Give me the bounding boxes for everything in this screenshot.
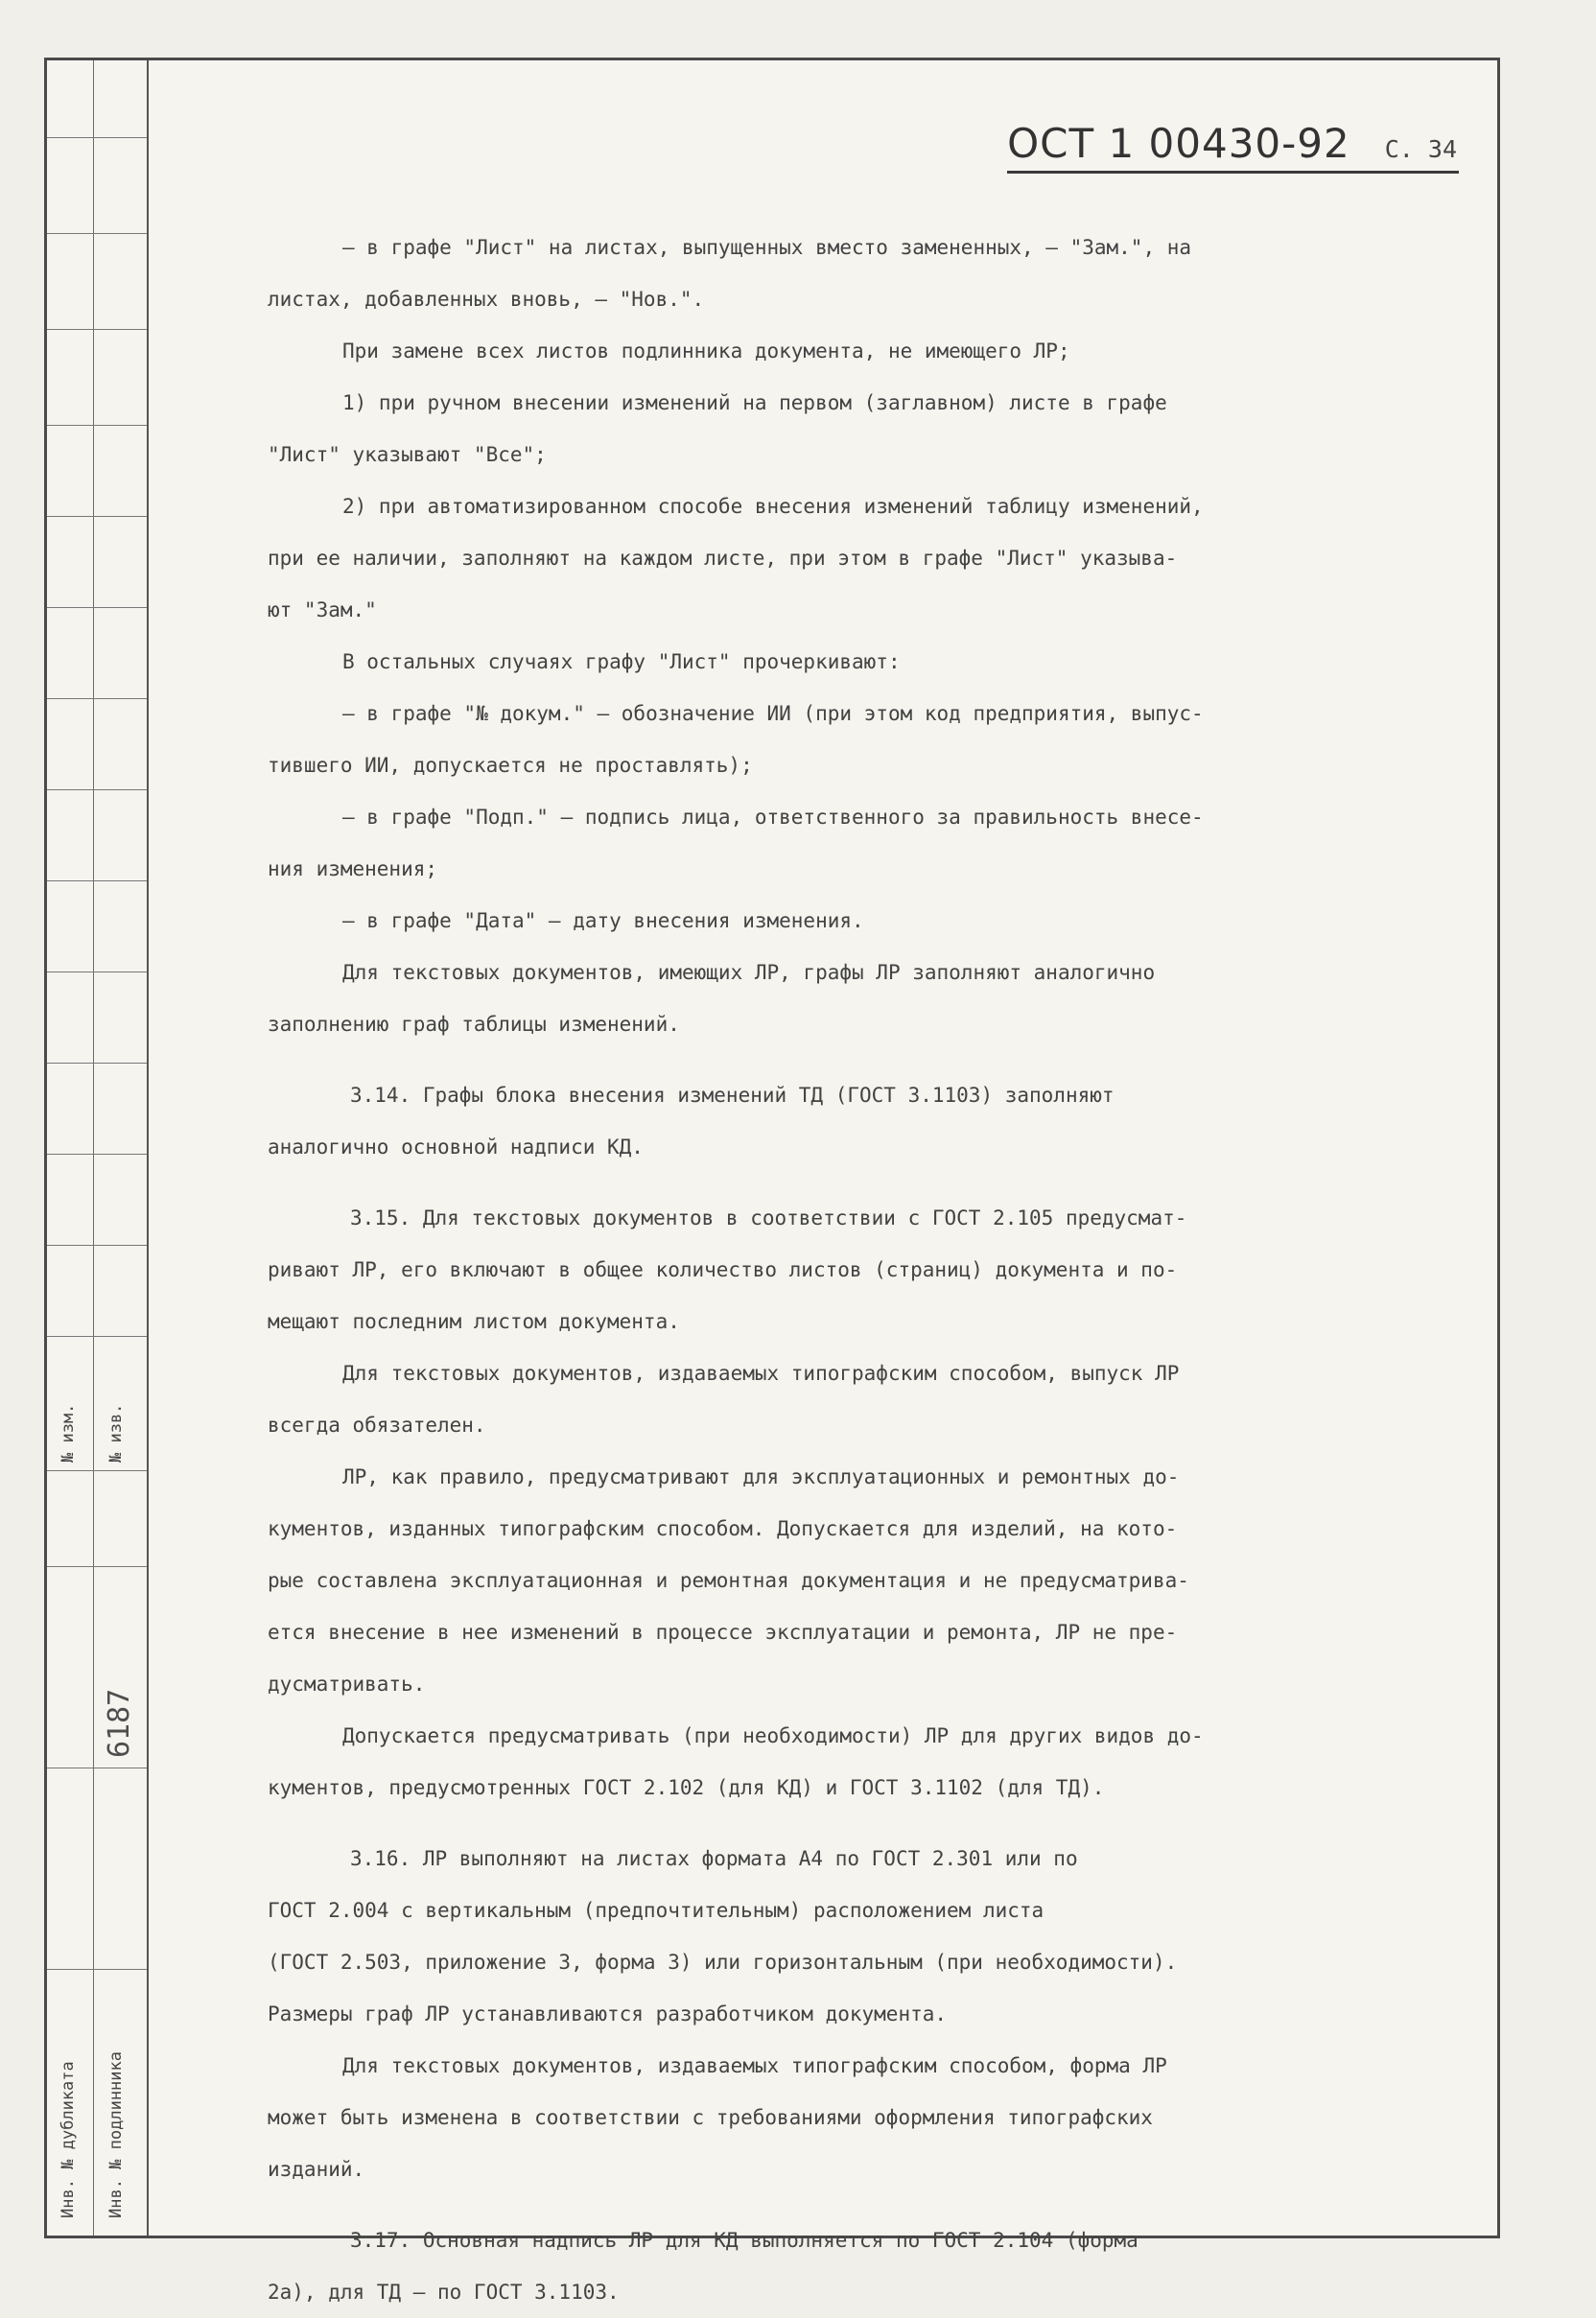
text-line: – в графе "№ докум." – обозначение ИИ (при этом код предприятия, выпус- (342, 702, 1204, 725)
text-line: При замене всех листов подлинника документа, не имеющего ЛР; (342, 340, 1070, 363)
text-line: дусматривать. (268, 1673, 426, 1696)
strip-rule (47, 516, 147, 517)
text-line: тившего ИИ, допускается не проставлять); (268, 754, 753, 777)
text-line: 3.14. Графы блока внесения изменений ТД (ГОСТ 3.1103) заполняют (350, 1084, 1115, 1107)
strip-rule (47, 329, 147, 330)
strip-rule (47, 137, 147, 138)
page-number: С. 34 (1384, 135, 1457, 163)
strip-rule (47, 233, 147, 234)
text-line: (ГОСТ 2.503, приложение 3, форма 3) или горизонтальным (при необходимости). (268, 1951, 1178, 1974)
inventory-number: 6187 (103, 1688, 136, 1758)
text-line: изданий. (268, 2158, 365, 2181)
text-line: 3.15. Для текстовых документов в соответствии с ГОСТ 2.105 предусмат- (350, 1206, 1187, 1229)
text-line: листах, добавленных вновь, – "Нов.". (268, 288, 705, 311)
text-line: при ее наличии, заполняют на каждом листе, при этом в графе "Лист" указыва- (268, 547, 1178, 570)
text-line: – в графе "Подп." – подпись лица, ответственного за правильность внесе- (342, 806, 1204, 829)
text-line: Для текстовых документов, издаваемых типографским способом, форма ЛР (342, 2054, 1167, 2077)
strip-rule (47, 880, 147, 881)
text-line: ГОСТ 2.004 с вертикальным (предпочтительным) расположением листа (268, 1899, 1044, 1922)
text-line: Для текстовых документов, издаваемых типографским способом, выпуск ЛР (342, 1362, 1180, 1385)
text-line: 2а), для ТД – по ГОСТ 3.1103. (268, 2281, 620, 2304)
side-column-1 (47, 60, 94, 2236)
text-line: всегда обязателен. (268, 1414, 486, 1437)
text-line: кументов, предусмотренных ГОСТ 2.102 (для КД) и ГОСТ 3.1102 (для ТД). (268, 1776, 1105, 1799)
strip-rule (47, 607, 147, 608)
text-line: ЛР, как правило, предусматривают для эксплуатационных и ремонтных до- (342, 1465, 1180, 1488)
text-line: заполнению граф таблицы изменений. (268, 1013, 680, 1036)
strip-rule (47, 425, 147, 426)
text-line: Допускается предусматривать (при необходимости) ЛР для других видов до- (342, 1724, 1204, 1747)
page-header (1007, 120, 1459, 174)
text-line: 2) при автоматизированном способе внесения изменений таблицу изменений, (342, 495, 1204, 518)
text-line: Для текстовых документов, имеющих ЛР, графы ЛР заполняют аналогично (342, 961, 1156, 984)
text-line: 1) при ручном внесении изменений на первом (заглавном) листе в графе (342, 391, 1167, 414)
text-line: может быть изменена в соответствии с требованиями оформления типографских (268, 2106, 1153, 2129)
side-stamp-strip (47, 60, 149, 2236)
strip-rule (47, 698, 147, 699)
text-line: 3.17. Основная надпись ЛР для КД выполняется по ГОСТ 2.104 (форма (350, 2229, 1138, 2252)
text-line: В остальных случаях графу "Лист" прочеркивают: (342, 650, 901, 673)
text-line: – в графе "Дата" – дату внесения изменения. (342, 909, 864, 932)
strip-rule (47, 1566, 147, 1567)
text-line: кументов, изданных типографским способом. Допускается для изделий, на кото- (268, 1517, 1178, 1540)
text-line: ется внесение в нее изменений в процессе эксплуатации и ремонта, ЛР не пре- (268, 1621, 1178, 1644)
label-izm: № изм. (59, 1403, 78, 1463)
side-column-2 (93, 60, 147, 2236)
label-izv: № изв. (106, 1403, 126, 1463)
document-code: ОСТ 1 00430-92 (1007, 120, 1350, 167)
text-line: "Лист" указывают "Все"; (268, 443, 547, 466)
strip-rule (47, 789, 147, 790)
strip-rule (47, 1154, 147, 1155)
strip-rule (47, 1969, 147, 1970)
label-inv-dublikata: Инв. № дубликата (59, 2061, 78, 2218)
text-line: рые составлена эксплуатационная и ремонтная документация и не предусматрива- (268, 1569, 1189, 1592)
label-inv-podlinnika: Инв. № подлинника (106, 2051, 126, 2218)
text-line: ривают ЛР, его включают в общее количество листов (страниц) документа и по- (268, 1258, 1178, 1281)
text-line: аналогично основной надписи КД. (268, 1136, 644, 1159)
strip-rule (47, 1470, 147, 1471)
text-line: мещают последним листом документа. (268, 1310, 680, 1333)
text-line: ния изменения; (268, 857, 438, 880)
text-line: ют "Зам." (268, 598, 377, 621)
strip-rule (47, 1336, 147, 1337)
document-sheet (44, 58, 1500, 2304)
text-line: – в графе "Лист" на листах, выпущенных вместо замененных, – "Зам.", на (342, 236, 1192, 259)
strip-rule (47, 1245, 147, 1246)
text-line: Размеры граф ЛР устанавливаются разработчиком документа. (268, 2002, 948, 2025)
strip-rule (47, 1063, 147, 1064)
document-body (268, 222, 1505, 2318)
text-line: 3.16. ЛР выполняют на листах формата А4 по ГОСТ 2.301 или по (350, 1847, 1078, 1870)
